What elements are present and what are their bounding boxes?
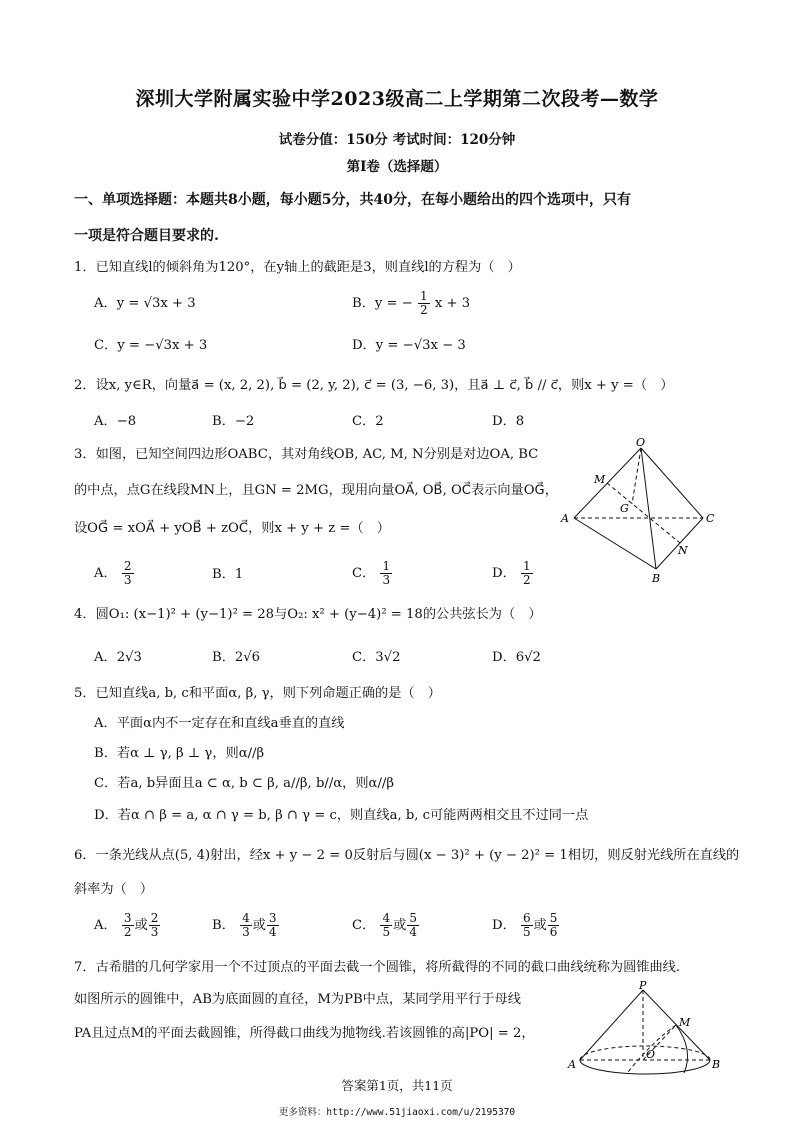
q2-option-a: A．−8 <box>94 414 137 429</box>
q7-line3: PA且过点M的平面去截圆锥，所得截口曲线为抛物线.若该圆锥的高|PO| = 2， <box>74 1026 535 1041</box>
q3-option-a <box>94 560 135 587</box>
q1-b-denominator: 2 <box>420 303 428 317</box>
q6-c-den2: 4 <box>409 925 417 939</box>
q6-d-or: 或 <box>533 918 547 933</box>
q6-c-fraction-2 <box>407 912 419 939</box>
exam-title: 深圳大学附属实验中学2023级高二上学期第二次段考—数学 <box>135 88 659 110</box>
q7-cone-figure <box>566 980 728 1076</box>
q6-d-fraction-1 <box>521 912 533 939</box>
q5-option-a: A．平面α内不一定存在和直线a垂直的直线 <box>94 716 345 731</box>
q3-option-b: B．1 <box>212 567 244 582</box>
q5-option-c: C．若a, b异面且a ⊂ α, b ⊂ β, a//β, b//α，则α//β <box>94 776 394 791</box>
q6-b-den2: 4 <box>268 925 277 939</box>
q6-line2: 斜率为（ ） <box>74 882 154 897</box>
q6-b-den1: 3 <box>242 925 250 939</box>
q6-a-fraction-1 <box>122 912 134 939</box>
q1-option-b-fraction <box>418 290 430 317</box>
volume-heading: 第Ⅰ卷（选择题） <box>346 159 448 175</box>
section-heading-line2: 一项是符合题目要求的. <box>74 228 219 244</box>
q2-option-c: C．2 <box>352 414 384 429</box>
q6-a-or: 或 <box>134 918 148 933</box>
q3-c-denominator: 3 <box>382 573 391 587</box>
edge-ab <box>574 518 656 569</box>
q1-option-b-prefix: B．y = − <box>352 296 413 311</box>
q6-d-fraction-2 <box>548 912 560 939</box>
q7-line2: 如图所示的圆锥中，AB为底面圆的直径，M为PB中点，某同学用平行于母线 <box>74 992 521 1007</box>
segment-mn-dashed <box>607 483 680 543</box>
q2-option-b: B．−2 <box>212 414 255 429</box>
q6-d-den2: 6 <box>549 925 558 939</box>
label-m: M <box>679 1016 691 1029</box>
q6-c-num2: 5 <box>409 911 417 925</box>
q6-a-den2: 3 <box>150 925 159 939</box>
q3-a-label: A． <box>94 566 117 581</box>
edge-ob <box>641 448 656 569</box>
q6-option-c <box>352 912 420 939</box>
q6-c-num1: 4 <box>382 911 391 925</box>
q3-d-label: D． <box>492 566 516 581</box>
more-resources-link[interactable]: 更多资料：http://www.51jiaoxi.com/u/2195370 <box>278 1107 516 1118</box>
edge-oc <box>641 448 703 518</box>
q3-d-numerator: 1 <box>522 559 531 573</box>
label-b: B <box>712 1058 721 1071</box>
q3-line2: 的中点，点G在线段MN上，且GN = 2MG，现用向量OA⃗, OB⃗, OC⃗表示向量OG⃗， <box>74 483 558 498</box>
label-n: N <box>678 544 688 557</box>
page-footer: 答案第1页，共11页 <box>341 1078 453 1093</box>
label-c: C <box>706 512 715 525</box>
cone-generatrix-pa <box>580 990 643 1060</box>
q6-b-num1: 4 <box>242 911 250 925</box>
q6-b-num2: 3 <box>268 911 277 925</box>
q6-d-den1: 5 <box>522 925 531 939</box>
q6-a-den1: 2 <box>123 925 132 939</box>
q5-option-d: D．若α ∩ β = a, α ∩ γ = b, β ∩ γ = c，则直线a, b, c可能两两相交且不过同一点 <box>94 808 589 823</box>
q6-a-label: A． <box>94 918 117 933</box>
q4-stem: 4．圆O₁: (x−1)² + (y−1)² = 28与O₂: x² + (y−4)² = 18的公共弦长为（ ） <box>74 607 542 622</box>
q4-option-d: D．6√2 <box>492 650 541 665</box>
q6-option-b <box>212 912 280 939</box>
q3-option-c <box>352 560 393 587</box>
label-o: O <box>646 1048 656 1061</box>
q3-a-denominator: 3 <box>123 573 132 587</box>
q1-b-numerator: 1 <box>420 289 428 303</box>
q1-option-b <box>352 290 470 317</box>
q3-d-denominator: 2 <box>522 573 531 587</box>
q6-a-num2: 2 <box>150 911 159 925</box>
label-o: O <box>636 436 646 449</box>
q4-option-c: C．3√2 <box>352 650 401 665</box>
q3-a-fraction <box>122 560 134 587</box>
q7-line1: 7．古希腊的几何学家用一个不过顶点的平面去截一个圆锥，将所截得的不同的截口曲线统称为圆锥曲线. <box>74 960 681 975</box>
q6-b-or: 或 <box>252 918 266 933</box>
label-b: B <box>652 572 661 585</box>
section-heading-line1: 一、单项选择题：本题共8小题，每小题5分，共40分，在每小题给出的四个选项中，只有 <box>74 192 631 208</box>
q6-line1: 6．一条光线从点(5, 4)射出，经x + y − 2 = 0反射后与圆(x − 3)² + (y − 2)² = 1相切，则反射光线所在直线的 <box>74 848 740 863</box>
q6-d-num2: 5 <box>549 911 558 925</box>
q3-c-numerator: 1 <box>382 559 391 573</box>
q3-c-label: C． <box>352 566 376 581</box>
label-a: A <box>561 512 569 525</box>
q3-line1: 3．如图，已知空间四边形OABC，其对角线OB, AC, M, N分别是对边OA, BC <box>74 447 539 462</box>
q1-option-b-suffix: x + 3 <box>434 296 471 311</box>
q6-d-num1: 6 <box>522 911 531 925</box>
q5-stem: 5．已知直线a, b, c和平面α, β, γ，则下列命题正确的是（ ） <box>74 686 441 701</box>
q1-stem: 1．已知直线l的倾斜角为120°，在y轴上的截距是3，则直线l的方程为（ ） <box>74 260 521 275</box>
q5-option-b: B．若α ⊥ γ, β ⊥ γ，则α//β <box>94 746 265 761</box>
q6-c-or: 或 <box>393 918 407 933</box>
q3-c-fraction <box>380 560 392 587</box>
q6-d-label: D． <box>492 918 516 933</box>
exam-info: 试卷分值：150分 考试时间：120分钟 <box>278 132 516 148</box>
q6-option-d <box>492 912 560 939</box>
q6-c-label: C． <box>352 918 376 933</box>
q3-a-numerator: 2 <box>123 559 132 573</box>
q3-option-d <box>492 560 534 587</box>
q6-option-a <box>94 912 161 939</box>
q6-c-fraction-1 <box>380 912 392 939</box>
q6-b-label: B． <box>212 918 235 933</box>
q6-b-fraction-1 <box>240 912 252 939</box>
q4-option-b: B．2√6 <box>212 650 261 665</box>
q1-option-d: D．y = −√3x − 3 <box>352 338 466 353</box>
q6-a-fraction-2 <box>149 912 161 939</box>
label-a: A <box>568 1058 576 1071</box>
q2-stem: 2．设x, y∈R，向量a⃗ = (x, 2, 2), b⃗ = (2, y, 2), c⃗ = (3, −6, 3)，且a⃗ ⊥ c⃗, b⃗ // c⃗，则x + y =（ ） <box>74 378 674 393</box>
cone-base-front <box>580 1060 710 1074</box>
label-p: P <box>639 980 647 992</box>
q3-line3: 设OG⃗ = xOA⃗ + yOB⃗ + zOC⃗，则x + y + z =（ ） <box>74 521 390 536</box>
q4-option-a: A．2√3 <box>94 650 142 665</box>
q1-option-a: A．y = √3x + 3 <box>94 296 196 311</box>
parabola-curve <box>676 1025 688 1073</box>
label-m: M <box>594 473 606 486</box>
q6-a-num1: 3 <box>123 911 132 925</box>
q2-option-d: D．8 <box>492 414 525 429</box>
q3-d-fraction <box>521 560 533 587</box>
q1-option-c: C．y = −√3x + 3 <box>94 338 208 353</box>
label-g: G <box>620 502 629 515</box>
q6-b-fraction-2 <box>267 912 279 939</box>
q3-tetrahedron-figure <box>556 436 726 586</box>
q6-c-den1: 5 <box>382 925 391 939</box>
